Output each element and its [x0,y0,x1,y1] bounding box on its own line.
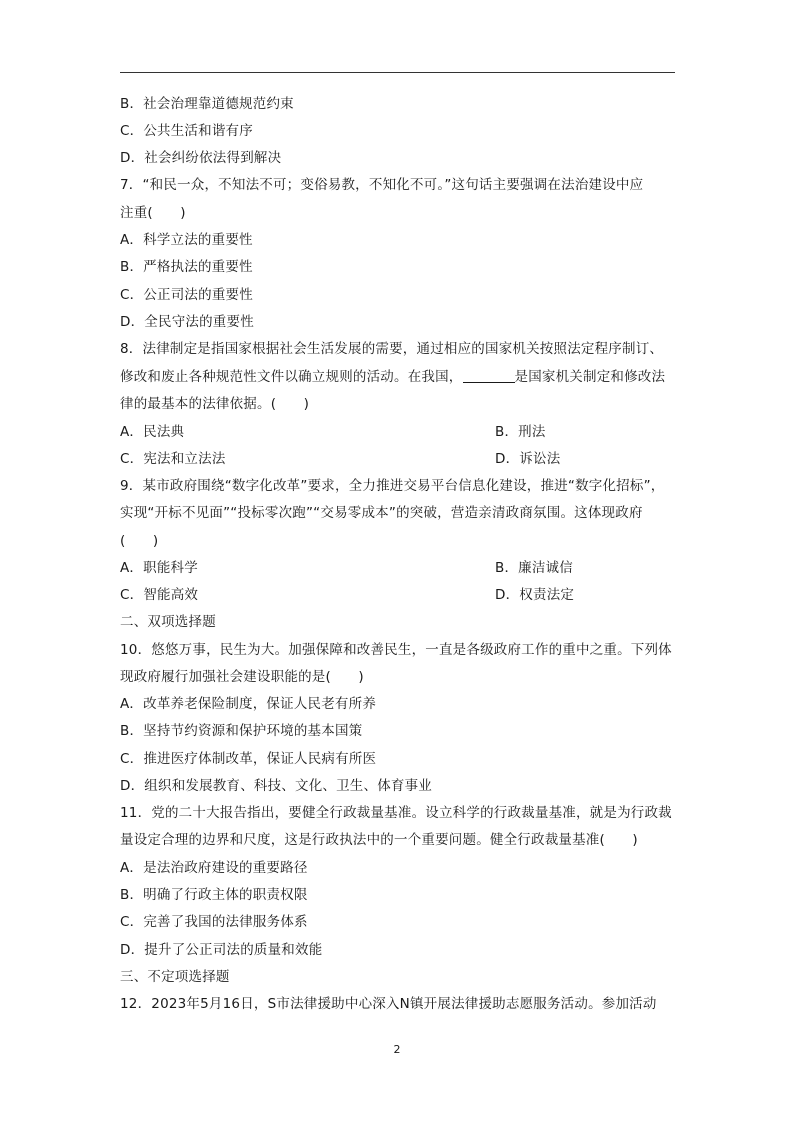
option-c [120,122,680,140]
section-heading-3 [120,968,680,986]
question-text: 律的最基本的法律依据。( ) [120,396,310,412]
option-c: C．宪法和立法法 [120,451,226,467]
question-text: 注重( ) [120,205,186,221]
page-number: 2 [393,1043,401,1056]
question-text: 10．悠悠万事，民生为大。加强保障和改善民生，一直是各级政府工作的重中之重。下列体 [120,642,672,658]
question-text: ( ) [120,533,159,549]
option-text: A．改革养老保险制度，保证人民老有所养 [120,696,377,712]
q7-option-d [120,313,680,331]
q7-option-a [120,231,680,249]
option-text: C．完善了我国的法律服务体系 [120,914,308,930]
question-7-line-2 [120,204,680,222]
question-text: 9．某市政府围绕“数字化改革”要求，全力推进交易平台信息化建设，推进“数字化招标”， [120,478,665,494]
question-text: 8．法律制定是指国家根据社会生活发展的需要，通过相应的国家机关按照法定程序制订、 [120,341,664,357]
section-heading-2 [120,613,680,631]
option-d: D．权责法定 [495,587,575,603]
option-text: D．全民守法的重要性 [120,314,254,330]
option-text: C．推进医疗体制改革，保证人民病有所医 [120,751,377,767]
question-8-line-2 [120,368,680,386]
option-b: B．刑法 [495,424,546,440]
question-10-line-2 [120,668,680,686]
q8-options-row-2 [120,450,680,468]
question-text: 实现“开标不见面”“投标零次跑”“交易零成本”的突破，营造亲清政商氛围。这体现政府 [120,505,643,521]
question-10-line-1 [120,641,680,659]
option-a: A．民法典 [120,424,185,440]
question-text: 12．2023年5月16日，S市法律援助中心深入N镇开展法律援助志愿服务活动。参加活动 [120,996,657,1012]
section-heading: 三、不定项选择题 [120,969,230,985]
section-heading: 二、双项选择题 [120,614,216,630]
question-8-line-3 [120,395,680,413]
option-d [120,149,680,167]
q7-option-b [120,258,680,276]
question-text: 7．“和民一众，不知法不可；变俗易教，不知化不可。”这句话主要强调在法治建设中应 [120,177,644,193]
question-7-line-1 [120,176,680,194]
option-c: C．智能高效 [120,587,199,603]
option-text: A．科学立法的重要性 [120,232,253,248]
option-text: C．公正司法的重要性 [120,287,253,303]
question-11-line-1 [120,804,680,822]
option-text: B．严格执法的重要性 [120,259,253,275]
option-a: A．职能科学 [120,560,198,576]
q10-option-c [120,750,680,768]
question-text: 修改和废止各种规范性文件以确立规则的活动。在我国， [120,369,463,385]
question-9-line-1 [120,477,680,495]
q9-options-row-1 [120,559,680,577]
question-text: 11．党的二十大报告指出，要健全行政裁量基准。设立科学的行政裁量基准，就是为行政裁 [120,805,672,821]
option-text: B．社会治理靠道德规范约束 [120,96,294,112]
answer-blank [463,368,515,383]
option-text: D．组织和发展教育、科技、文化、卫生、体育事业 [120,778,432,794]
q9-options-row-2 [120,586,680,604]
q11-option-b [120,886,680,904]
q10-option-a [120,695,680,713]
option-text: D．提升了公正司法的质量和效能 [120,942,323,958]
option-text: B．坚持节约资源和保护环境的基本国策 [120,723,363,739]
q10-option-b [120,722,680,740]
question-text: 是国家机关制定和修改法 [514,369,666,385]
q8-options-row-1 [120,423,680,441]
question-text: 现政府履行加强社会建设职能的是( ) [120,669,364,685]
q11-option-a [120,859,680,877]
header-rule [120,72,675,73]
q11-option-c [120,913,680,931]
question-9-line-2 [120,504,680,522]
q11-option-d [120,941,680,959]
q10-option-d [120,777,680,795]
option-d: D．诉讼法 [495,451,561,467]
q7-option-c [120,286,680,304]
question-12-line-1 [120,995,680,1013]
option-text: C．公共生活和谐有序 [120,123,253,139]
option-b [120,95,680,113]
option-text: B．明确了行政主体的职责权限 [120,887,308,903]
question-8-line-1 [120,340,680,358]
option-b: B．廉洁诚信 [495,560,573,576]
question-9-line-3 [120,532,680,550]
question-text: 量设定合理的边界和尺度，这是行政执法中的一个重要问题。健全行政裁量基准( ) [120,832,638,848]
question-11-line-2 [120,831,680,849]
option-text: A．是法治政府建设的重要路径 [120,860,308,876]
option-text: D．社会纠纷依法得到解决 [120,150,282,166]
